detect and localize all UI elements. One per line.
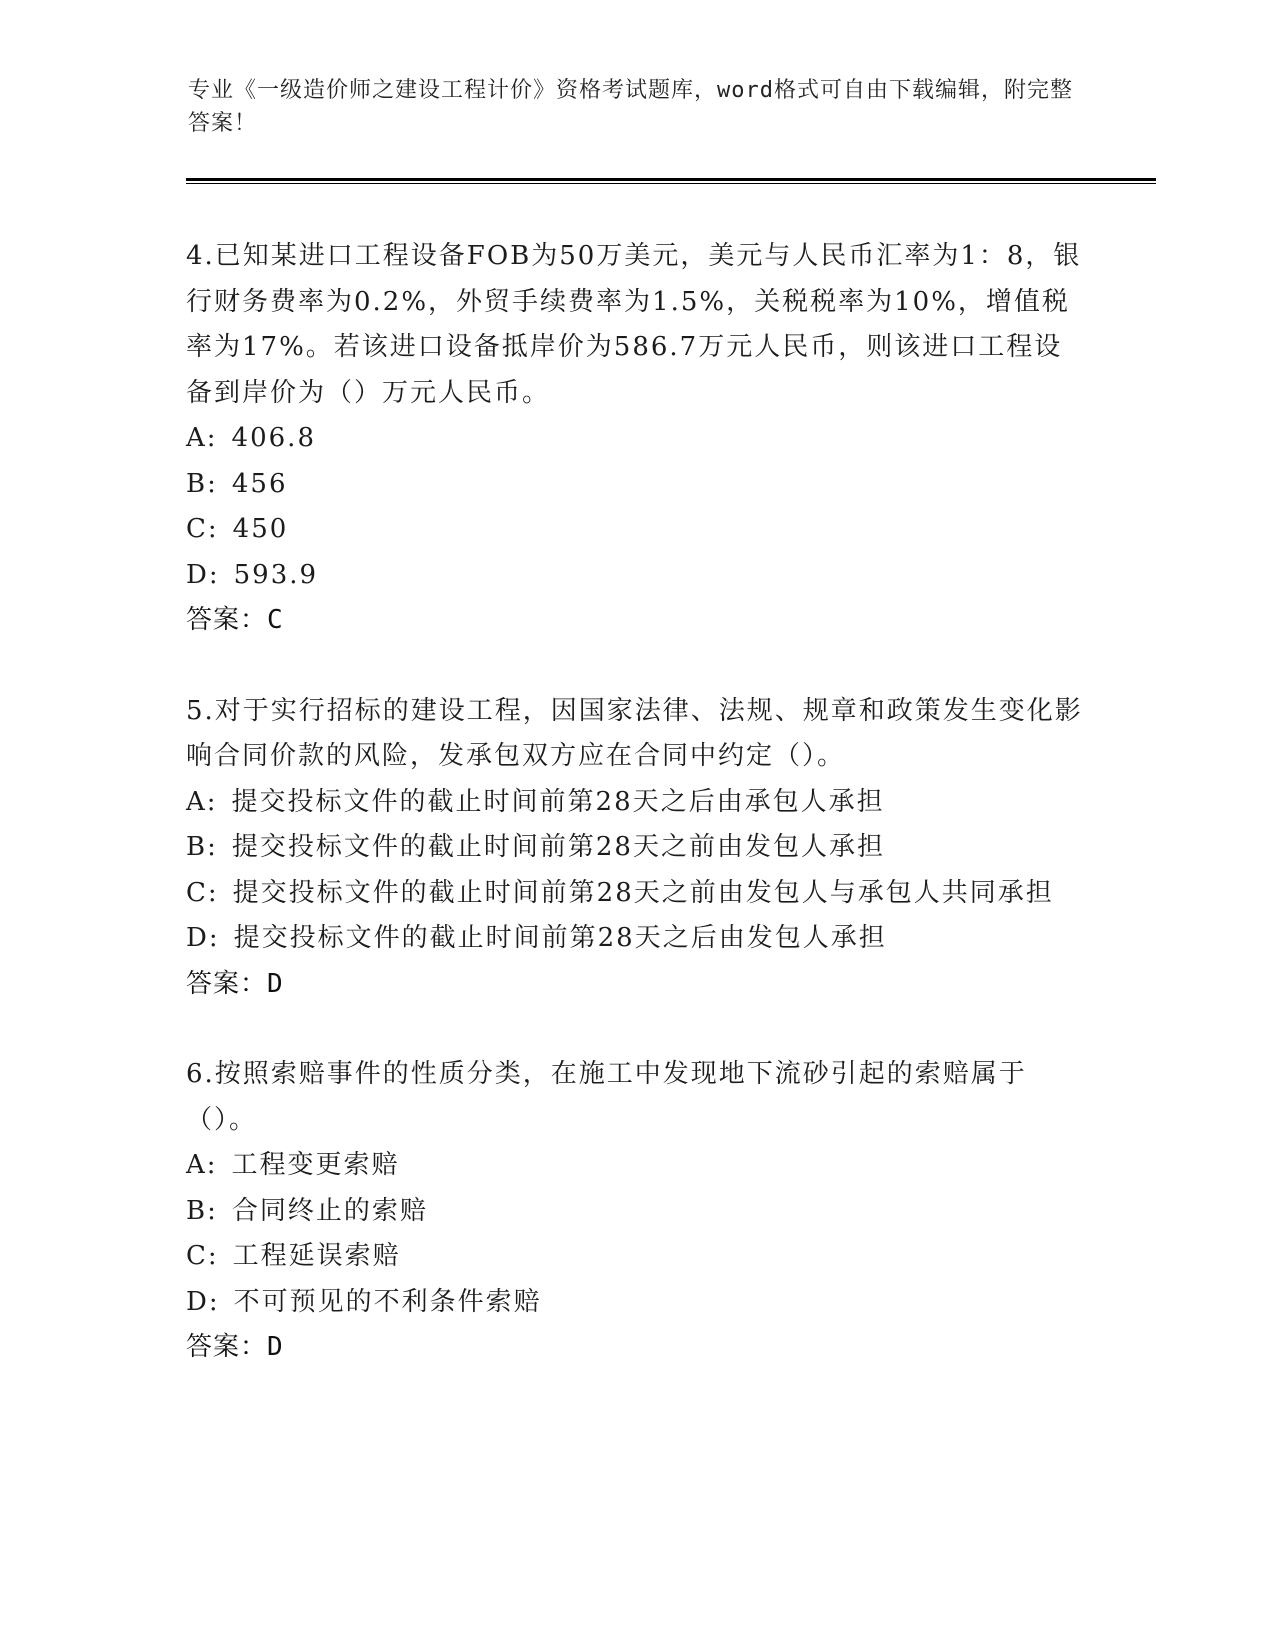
question-5 — [186, 689, 1086, 1008]
option-c — [186, 507, 1086, 553]
option-letter: A — [186, 423, 207, 453]
answer-line: 答案：D — [186, 1332, 284, 1362]
option-a — [186, 780, 1086, 826]
option-b — [186, 462, 1086, 508]
option-letter: A — [186, 786, 207, 817]
question-4 — [186, 234, 1086, 644]
option-b — [186, 1189, 1086, 1235]
option-letter: C — [186, 1241, 208, 1271]
option-separator: : — [207, 468, 218, 499]
question-stem: 6.按照索赔事件的性质分类，在施工中发现地下流砂引起的索赔属于（）。 — [186, 1059, 1027, 1135]
option-separator: : — [207, 1195, 218, 1226]
option-text: 450 — [232, 514, 289, 544]
option-separator: : — [208, 923, 220, 953]
option-letter: D — [186, 1286, 209, 1317]
option-text: 不可预见的不利条件索赔 — [233, 1286, 542, 1317]
option-separator: : — [206, 1150, 218, 1180]
option-separator: : — [206, 423, 218, 453]
option-separator: : — [207, 1241, 219, 1271]
answer-line: 答案：D — [186, 968, 284, 999]
option-separator: : — [208, 1286, 220, 1317]
option-text: 合同终止的索赔 — [231, 1195, 428, 1226]
header-divider-thick — [186, 178, 1156, 181]
option-text: 工程变更索赔 — [231, 1150, 400, 1180]
option-d — [186, 916, 1086, 962]
option-separator: : — [207, 877, 219, 908]
option-text: 456 — [231, 468, 288, 499]
option-text: 提交投标文件的截止时间前第28天之前由发包人与承包人共同承担 — [232, 877, 1054, 908]
option-letter: B — [186, 1195, 208, 1226]
option-c — [186, 871, 1086, 917]
option-letter: C — [186, 514, 208, 544]
option-text: 593.9 — [233, 559, 319, 590]
option-a — [186, 416, 1086, 462]
option-separator: : — [208, 559, 220, 590]
option-text: 提交投标文件的截止时间前第28天之前由发包人承担 — [231, 832, 885, 862]
option-letter: B — [186, 468, 208, 499]
option-separator: : — [206, 786, 218, 817]
header-divider-thin — [186, 183, 1156, 184]
option-letter: C — [186, 877, 208, 908]
question-6 — [186, 1052, 1086, 1371]
option-separator: : — [207, 514, 219, 544]
option-letter: D — [186, 559, 209, 590]
option-text: 406.8 — [231, 423, 316, 453]
question-stem: 5.对于实行招标的建设工程，因国家法律、法规、规章和政策发生变化影响合同价款的风险，发承包双方应在合同中约定（）。 — [186, 695, 1083, 771]
option-b — [186, 825, 1086, 871]
document-header: 专业《一级造价师之建设工程计价》资格考试题库，word格式可自由下载编辑，附完整答案！ — [188, 78, 1073, 136]
option-text: 提交投标文件的截止时间前第28天之后由承包人承担 — [231, 786, 885, 817]
option-c — [186, 1234, 1086, 1280]
option-a — [186, 1143, 1086, 1189]
option-letter: A — [186, 1150, 207, 1180]
option-d — [186, 1280, 1086, 1326]
option-text: 提交投标文件的截止时间前第28天之后由发包人承担 — [233, 923, 887, 953]
answer-line: 答案：C — [186, 605, 284, 635]
option-text: 工程延误索赔 — [232, 1241, 401, 1271]
option-d — [186, 553, 1086, 599]
question-list — [186, 234, 1086, 1416]
question-stem: 4.已知某进口工程设备FOB为50万美元，美元与人民币汇率为1：8，银行财务费率为0.2%，外贸手续费率为1.5%，关税税率为10%，增值税率为17%。若该进口设备抵岸价为586.7万元人民币，则该进口工程设备到岸价为（）万元人民币。 — [186, 241, 1082, 408]
option-separator: : — [207, 832, 218, 862]
option-letter: D — [186, 923, 209, 953]
option-letter: B — [186, 832, 208, 862]
